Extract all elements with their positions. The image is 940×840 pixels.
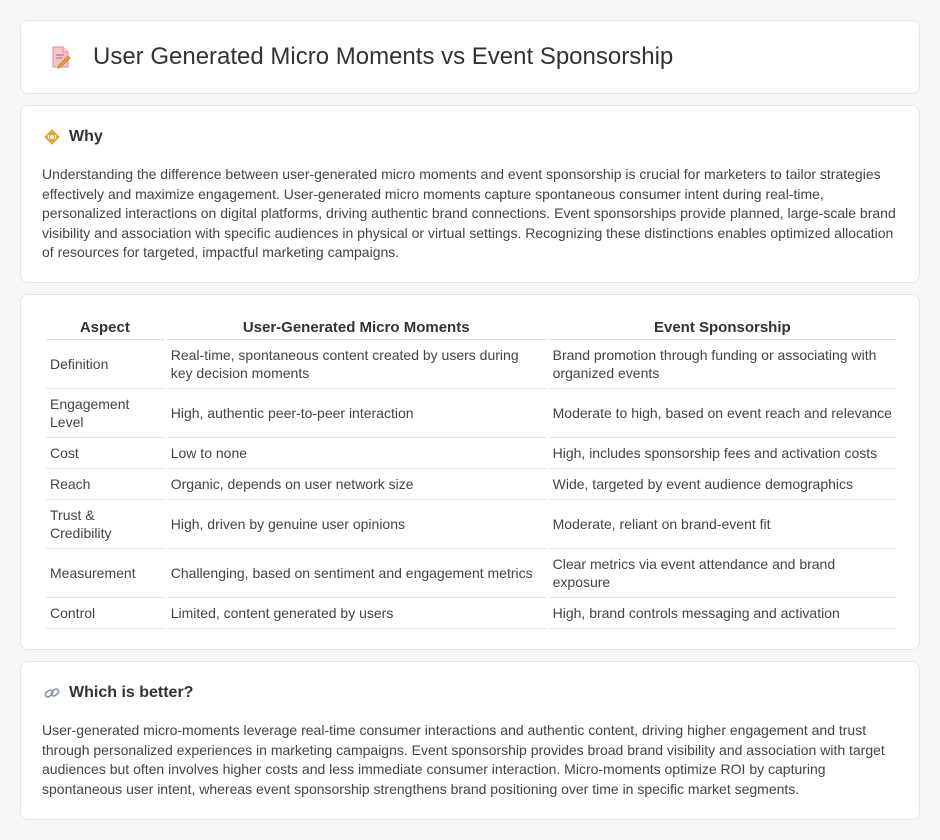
table-cell-aspect: Engagement Level xyxy=(46,389,164,438)
table-cell-aspect: Cost xyxy=(46,438,164,469)
link-icon xyxy=(43,684,61,702)
table-cell: High, driven by genuine user opinions xyxy=(167,500,546,549)
table-cell: Clear metrics via event attendance and brand exposure xyxy=(549,549,896,598)
table-row xyxy=(46,549,896,598)
table-cell: Challenging, based on sentiment and engagement metrics xyxy=(167,549,546,598)
column-header-event-sponsorship: Event Sponsorship xyxy=(549,316,896,340)
document-pencil-icon xyxy=(47,44,73,70)
page-title: User Generated Micro Moments vs Event Sponsorship xyxy=(93,43,674,70)
better-title: Which is better? xyxy=(69,684,194,701)
table-cell: Real-time, spontaneous content created by users during key decision moments xyxy=(167,340,546,389)
table-cell: High, brand controls messaging and activation xyxy=(549,598,896,629)
table-row xyxy=(46,469,896,500)
column-header-micro-moments: User-Generated Micro Moments xyxy=(167,316,546,340)
table-cell-aspect: Definition xyxy=(46,340,164,389)
table-cell: High, authentic peer-to-peer interaction xyxy=(167,389,546,438)
table-row xyxy=(46,389,896,438)
header-card xyxy=(20,20,920,94)
column-header-aspect: Aspect xyxy=(46,316,164,340)
table-cell: Organic, depends on user network size xyxy=(167,469,546,500)
better-heading xyxy=(43,684,193,702)
table-cell: Limited, content generated by users xyxy=(167,598,546,629)
table-cell: High, includes sponsorship fees and activation costs xyxy=(549,438,896,469)
table-cell-aspect: Trust & Credibility xyxy=(46,500,164,549)
better-text: User-generated micro-moments leverage real-time consumer interactions and authentic content, driving higher engagement and trust through personalized experiences in marketing campaigns. Event sponsorship provides broad brand visibility and association with target audiences but often involves higher costs and less immediate consumer interaction. Micro-moments optimize ROI by capturing spontaneous user intent, whereas event sponsorship strengthens brand positioning over time in specific market segments. xyxy=(42,722,885,797)
table-row xyxy=(46,500,896,549)
table-cell: Wide, targeted by event audience demographics xyxy=(549,469,896,500)
table-cell: Brand promotion through funding or associating with organized events xyxy=(549,340,896,389)
table-row xyxy=(46,598,896,629)
table-cell-aspect: Measurement xyxy=(46,549,164,598)
table-row xyxy=(46,340,896,389)
table-cell-aspect: Reach xyxy=(46,469,164,500)
why-text: Understanding the difference between user-generated micro moments and event sponsorship is crucial for marketers to tailor strategies effectively and maximize engagement. User-generated micro moments capture spontaneous consumer intent during real-time, personalized interactions on digital platforms, driving authentic brand connections. Event sponsorships provide planned, large-scale brand visibility and association with specific audiences in physical or virtual settings. Recognizing these distinctions enables optimized allocation of resources for targeted, impactful marketing campaigns. xyxy=(42,166,896,260)
why-card xyxy=(20,105,920,283)
table-cell-aspect: Control xyxy=(46,598,164,629)
header xyxy=(47,43,673,71)
table-header-row xyxy=(46,316,896,340)
comparison-table xyxy=(43,316,899,629)
table-cell: Moderate to high, based on event reach and relevance xyxy=(549,389,896,438)
table-cell: Low to none xyxy=(167,438,546,469)
table-cell: Moderate, reliant on brand-event fit xyxy=(549,500,896,549)
table-row xyxy=(46,438,896,469)
why-heading xyxy=(43,128,103,146)
which-is-better-card xyxy=(20,661,920,820)
diamond-signal-icon xyxy=(43,128,61,146)
why-title: Why xyxy=(69,128,103,145)
comparison-table-card xyxy=(20,294,920,650)
